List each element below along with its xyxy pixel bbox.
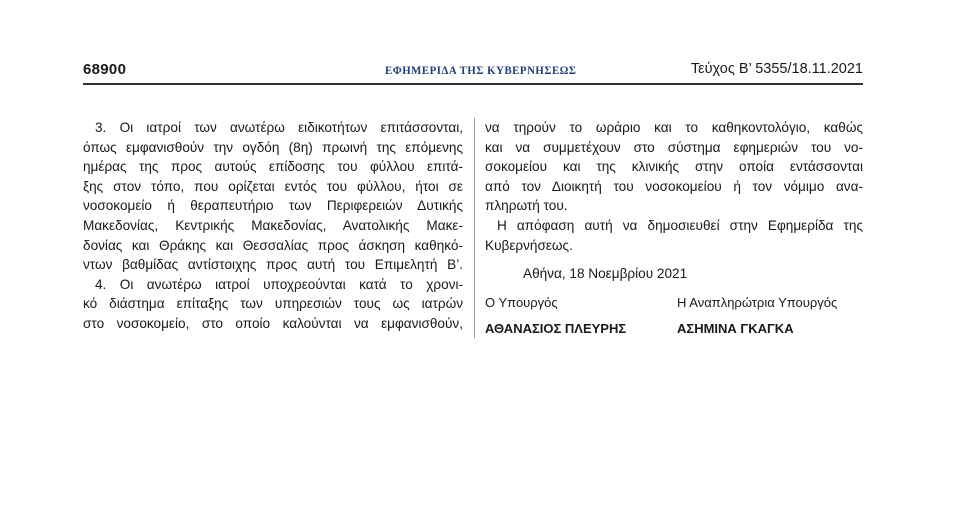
right-column (485, 118, 863, 255)
minister-name: ΑΘΑΝΑΣΙΟΣ ΠΛΕΥΡΗΣ (485, 321, 627, 336)
gazette-title: ΕΦΗΜΕΡΙΔΑ ΤΗΣ ΚΥΒΕΡΝΗΣΕΩΣ (385, 63, 577, 77)
text-line: όπως εμφανισθούν την ογδόη (8η) πρωινή της επόμενης (83, 139, 463, 155)
text-line: πληρωτή του. (485, 198, 568, 214)
text-line: ντων βαθμίδας αντίστοιχης προς αυτή του Επιμελητή Β’. (83, 257, 463, 273)
text-line: Μακεδονίας, Κεντρικής Μακεδονίας, Ανατολικής Μακε- (83, 217, 463, 233)
column-divider (474, 118, 475, 338)
text-line: κό διάστημα επίταξης των υπηρεσιών τους ως ιατρών (83, 296, 463, 312)
paragraph-3 (83, 118, 463, 275)
paragraph-4 (83, 275, 463, 334)
text-line: από τον Διοικητή του νοσοκομείου ή τον νόμιμο ανα- (485, 178, 863, 194)
left-column (83, 118, 463, 334)
text-line: Η απόφαση αυτή να δημοσιευθεί στην Εφημερίδα της (497, 217, 863, 233)
paragraph-continuation (485, 118, 863, 216)
header-rule (83, 83, 863, 85)
text-line: και να συμμετέχουν στο σύστημα εφημεριών του νο- (485, 139, 863, 155)
text-line: να τηρούν το ωράριο και το καθηκοντολόγιο, καθώς (485, 120, 863, 135)
minister-role: Ο Υπουργός (485, 295, 558, 310)
signature-date: Αθήνα, 18 Νοεμβρίου 2021 (523, 266, 688, 281)
text-line: στο νοσοκομείο, στο οποίο καλούνται να εμφανισθούν, (83, 315, 463, 331)
paragraph-publication (485, 216, 863, 255)
page-number: 68900 (83, 61, 127, 78)
text-line: σοκομείου και της κλινικής στην οποία εντάσσονται (485, 159, 863, 175)
text-line: Κυβερνήσεως. (485, 237, 573, 253)
text-line: νοσοκομείο ή θεραπευτήριο των Περιφερειών Δυτικής (83, 198, 463, 214)
issue-info: Τεύχος Β’ 5355/18.11.2021 (690, 61, 863, 77)
text-line: δονίας και Θράκης και Θεσσαλίας προς άσκηση καθηκό- (83, 237, 463, 253)
text-line: 3. Οι ιατροί των ανωτέρω ειδικοτήτων επιτάσσονται, (95, 120, 463, 135)
page-header (83, 61, 863, 81)
text-line: ξης στον τόπο, που ορίζεται εντός του φύλλου, ήτοι σε (83, 178, 463, 194)
deputy-minister-name: ΑΣΗΜΙΝΑ ΓΚΑΓΚΑ (677, 321, 794, 336)
text-line: ημέρας της προς αυτούς επίδοσης του φύλλου επιτά- (83, 159, 463, 175)
deputy-minister-role: Η Αναπληρώτρια Υπουργός (677, 295, 838, 310)
text-line: 4. Οι ανωτέρω ιατροί υποχρεούνται κατά το χρονι- (95, 276, 463, 292)
